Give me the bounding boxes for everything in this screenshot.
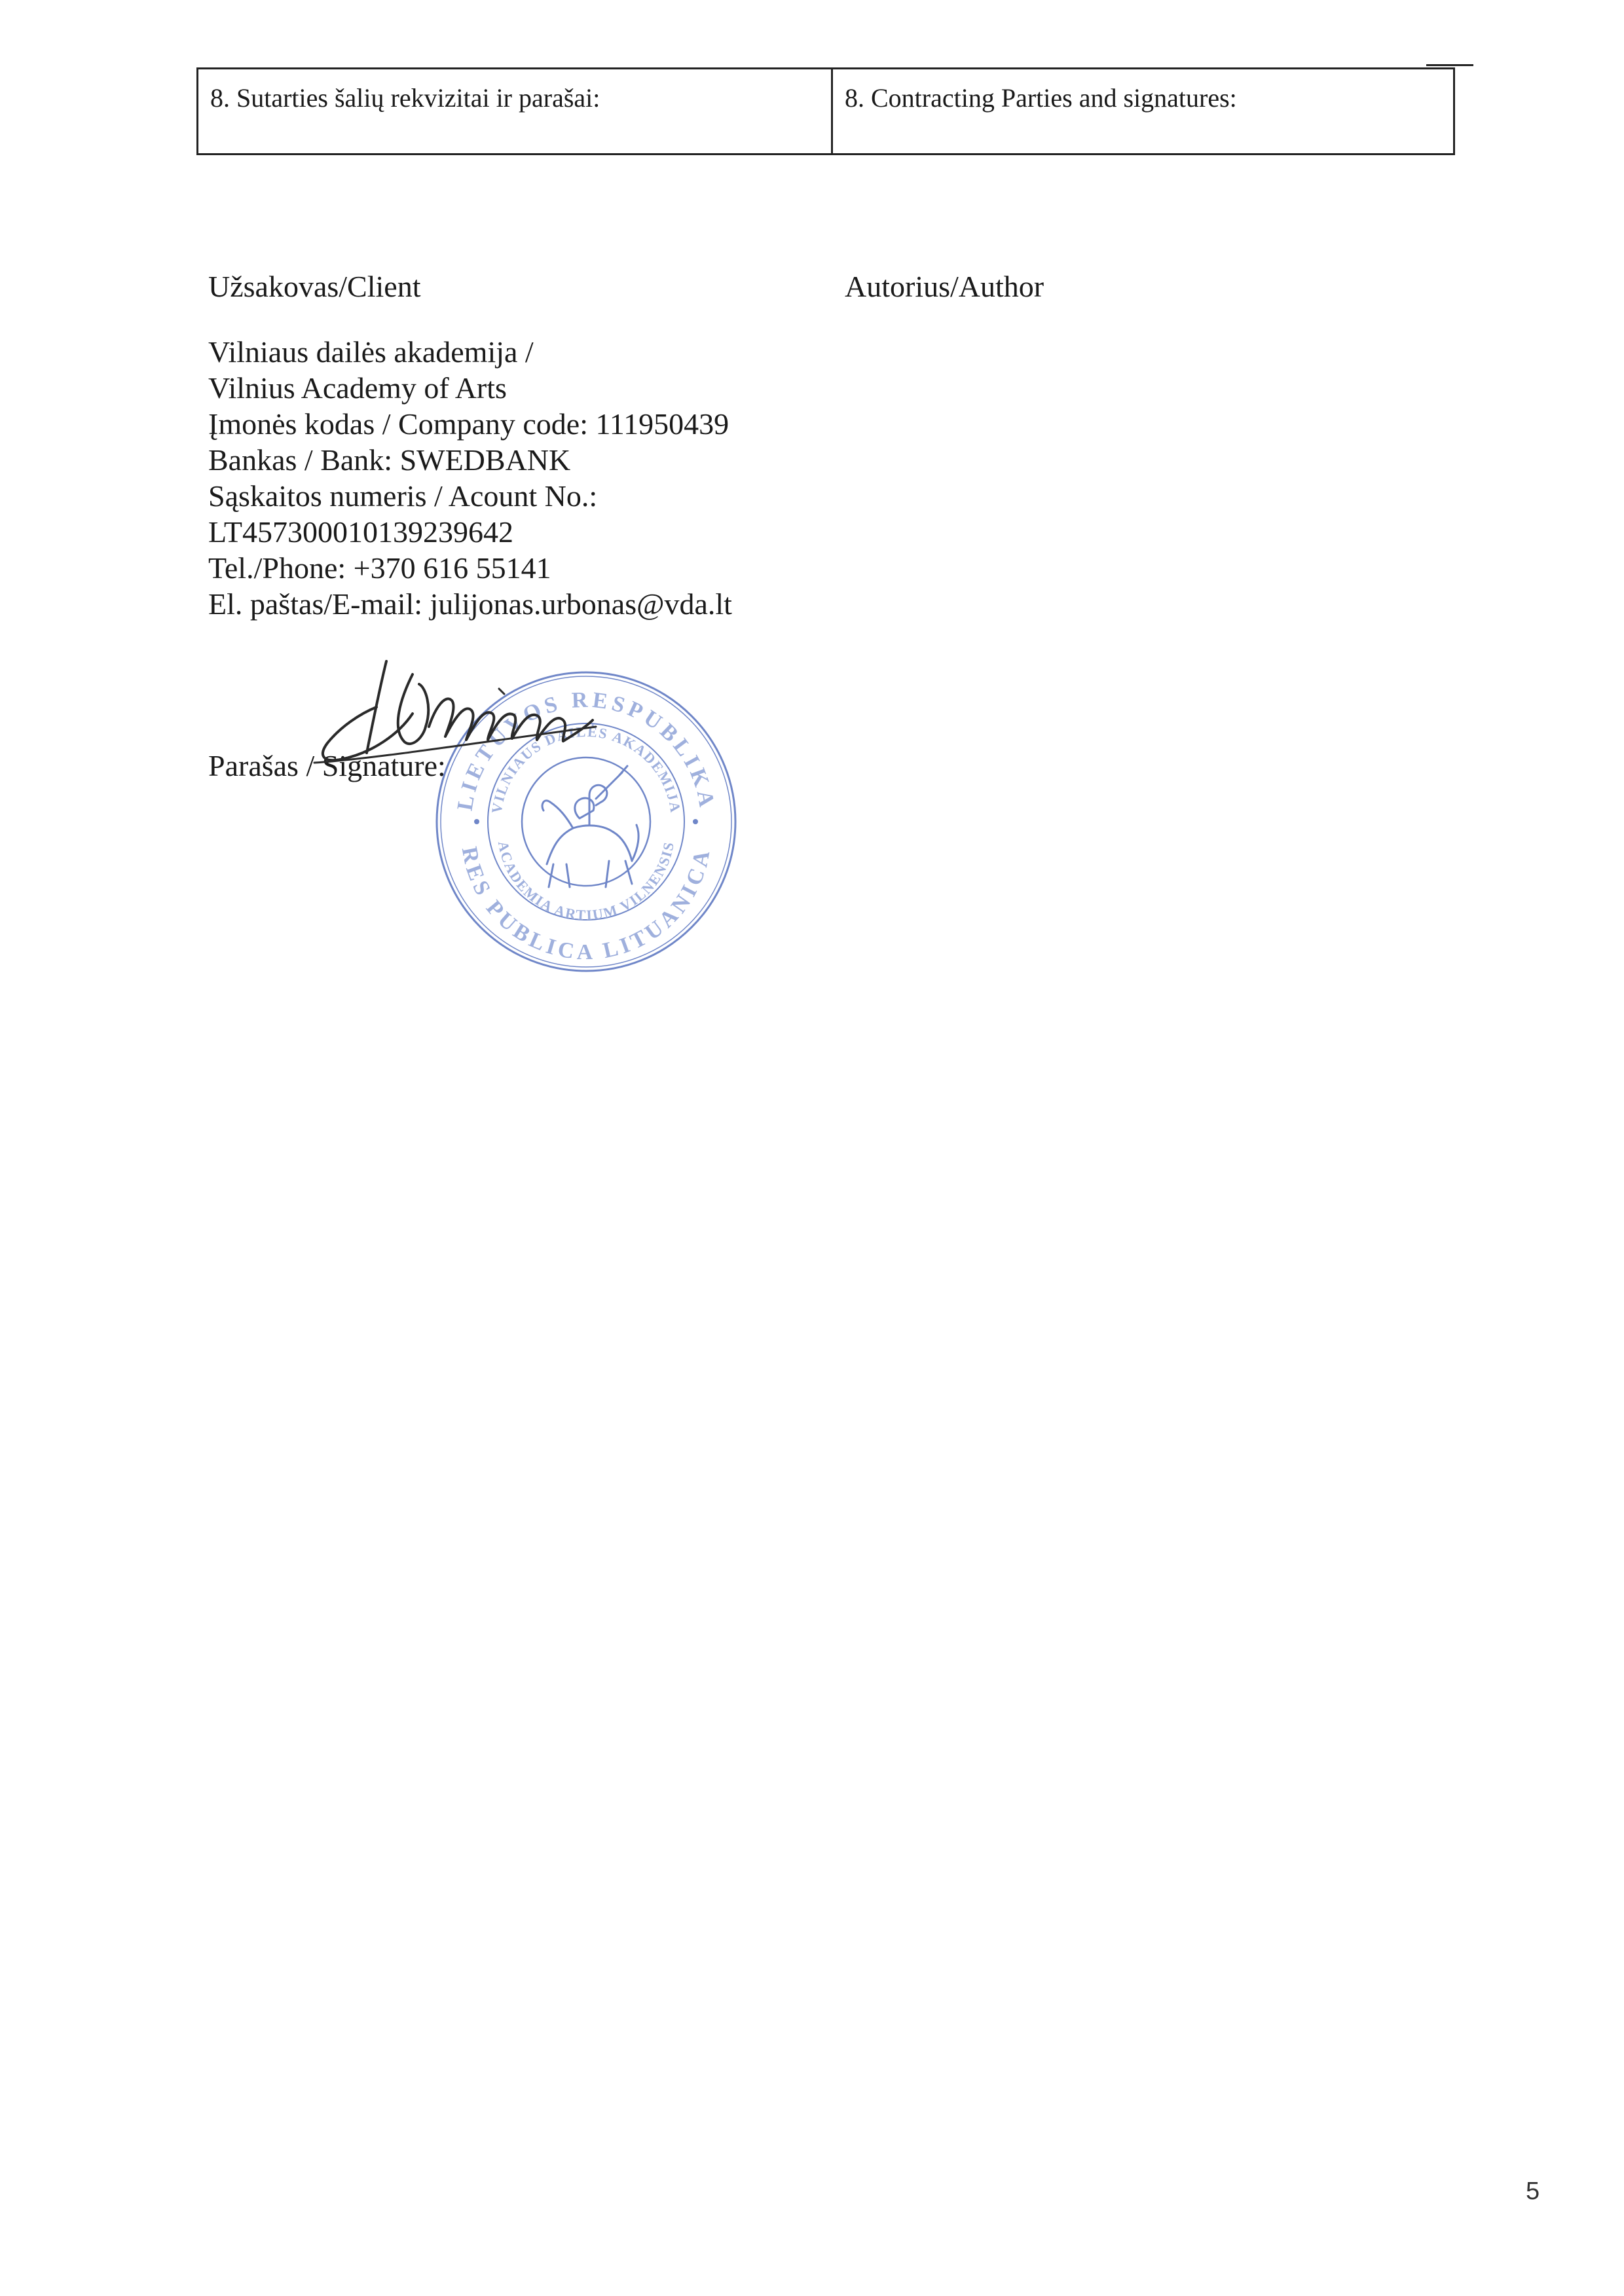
client-name-lt: Vilniaus dailės akademija / bbox=[208, 335, 534, 369]
seal-dot-decorations bbox=[474, 819, 698, 824]
section-header-table bbox=[196, 67, 1455, 155]
client-name-en: Vilnius Academy of Arts bbox=[208, 371, 507, 405]
client-phone: Tel./Phone: +370 616 55141 bbox=[208, 551, 551, 585]
handwritten-signature bbox=[288, 648, 655, 805]
client-signature-label: Parašas / Signature: bbox=[208, 749, 446, 782]
client-account-label: Sąskaitos numeris / Acount No.: bbox=[208, 479, 598, 513]
seal-outer-text-top: LIETUVOS RESPUBLIKA bbox=[452, 687, 720, 812]
client-details-column bbox=[208, 268, 850, 622]
seal-outer-text-bottom: RES PUBLICA LITUANICA bbox=[456, 845, 716, 965]
seal-inner-text-top: VILNIAUS DAILĖS AKADEMIJA bbox=[488, 723, 684, 815]
section-title-lithuanian: 8. Sutarties šalių rekvizitai ir parašai: bbox=[198, 69, 833, 153]
client-heading: Užsakovas/Client bbox=[208, 270, 421, 303]
author-heading: Autorius/Author bbox=[845, 270, 1044, 303]
section-title-english: 8. Contracting Parties and signatures: bbox=[845, 83, 1237, 113]
client-account-number: LT457300010139239642 bbox=[208, 515, 513, 549]
header-top-rule bbox=[1426, 64, 1473, 66]
client-email: El. paštas/E-mail: julijonas.urbonas@vda.lt bbox=[208, 587, 732, 621]
author-column bbox=[845, 268, 1044, 334]
client-company-code: Įmonės kodas / Company code: 111950439 bbox=[208, 407, 729, 441]
seal-inner-text-bottom: ACADEMIA ARTIUM VILNENSIS bbox=[494, 839, 678, 924]
page-number: 5 bbox=[1526, 2178, 1540, 2205]
client-bank: Bankas / Bank: SWEDBANK bbox=[208, 443, 571, 477]
